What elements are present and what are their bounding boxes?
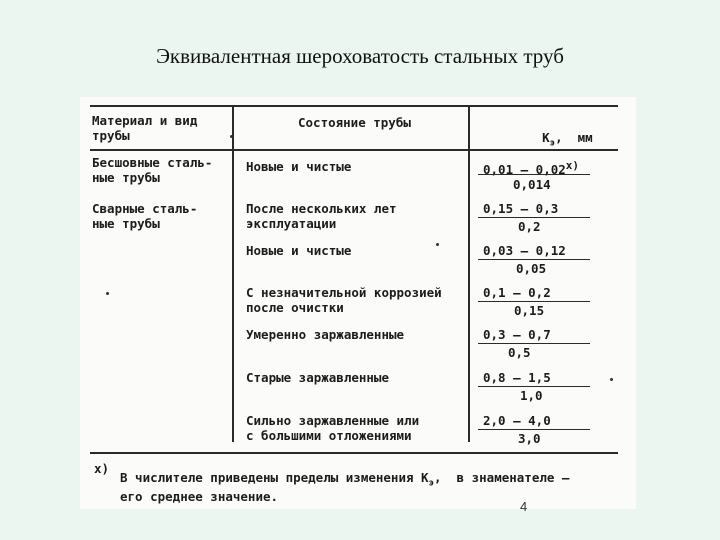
row-range: $0,01 - 0,02^{х)}$ xyxy=(483,159,580,178)
row-average: 0,05 xyxy=(516,261,547,276)
page-title: Эквивалентная шероховатость стальных труб xyxy=(156,44,564,68)
scanned-table xyxy=(80,97,636,509)
row-condition: Сильно заржавленные или с большими отложениями xyxy=(246,413,420,443)
row-average: 0,014 xyxy=(513,177,551,192)
row-condition: Умеренно заржавленные xyxy=(246,327,405,342)
column-divider-2 xyxy=(468,107,470,442)
footnote-mark: х) xyxy=(94,461,110,476)
fraction-bar xyxy=(478,386,590,387)
scan-speck xyxy=(436,243,439,246)
row-condition: После нескольких лет эксплуатации xyxy=(246,201,397,231)
scan-speck xyxy=(610,378,613,381)
header-k: $К_э$, мм xyxy=(542,130,593,149)
footnote-line1: В числителе приведены пределы изменения $К_э$, в знаменателе – xyxy=(120,470,570,489)
group-material-welded: Сварные сталь- ные трубы xyxy=(92,201,198,231)
row-range: 2,0 – 4,0 xyxy=(483,413,551,428)
row-condition: Новые и чистые xyxy=(246,243,352,258)
fraction-bar xyxy=(478,429,590,430)
fraction-bar xyxy=(478,259,590,260)
row-range: 0,1 – 0,2 xyxy=(483,285,551,300)
header-material: Материал и вид трубы xyxy=(92,113,198,143)
fraction-bar xyxy=(478,301,590,302)
row-average: 0,2 xyxy=(518,219,541,234)
row-condition: С незначительной коррозией после очистки xyxy=(246,285,442,315)
scan-speck xyxy=(106,292,109,295)
footnote-line2: его среднее значение. xyxy=(120,489,279,504)
scan-speck xyxy=(230,135,233,138)
row-range: 0,15 – 0,3 xyxy=(483,201,559,216)
group-material-seamless: Бесшовные сталь- ные трубы xyxy=(92,155,213,185)
fraction-bar xyxy=(478,174,590,175)
column-divider-1 xyxy=(232,107,234,442)
row-condition: Старые заржавленные xyxy=(246,370,389,385)
fraction-bar xyxy=(478,217,590,218)
row-average: 1,0 xyxy=(520,388,543,403)
table-top-border xyxy=(90,105,618,107)
row-range: 0,8 – 1,5 xyxy=(483,370,551,385)
fraction-bar xyxy=(478,343,590,344)
row-condition: Новые и чистые xyxy=(246,159,352,174)
row-average: 0,5 xyxy=(508,345,531,360)
row-range: 0,3 – 0,7 xyxy=(483,327,551,342)
row-average: 0,15 xyxy=(514,303,545,318)
row-range: 0,03 – 0,12 xyxy=(483,243,566,258)
row-average: 3,0 xyxy=(518,431,541,446)
table-bottom-border xyxy=(90,452,618,454)
page-number: 4 xyxy=(520,499,528,514)
header-condition: Состояние трубы xyxy=(298,115,411,130)
